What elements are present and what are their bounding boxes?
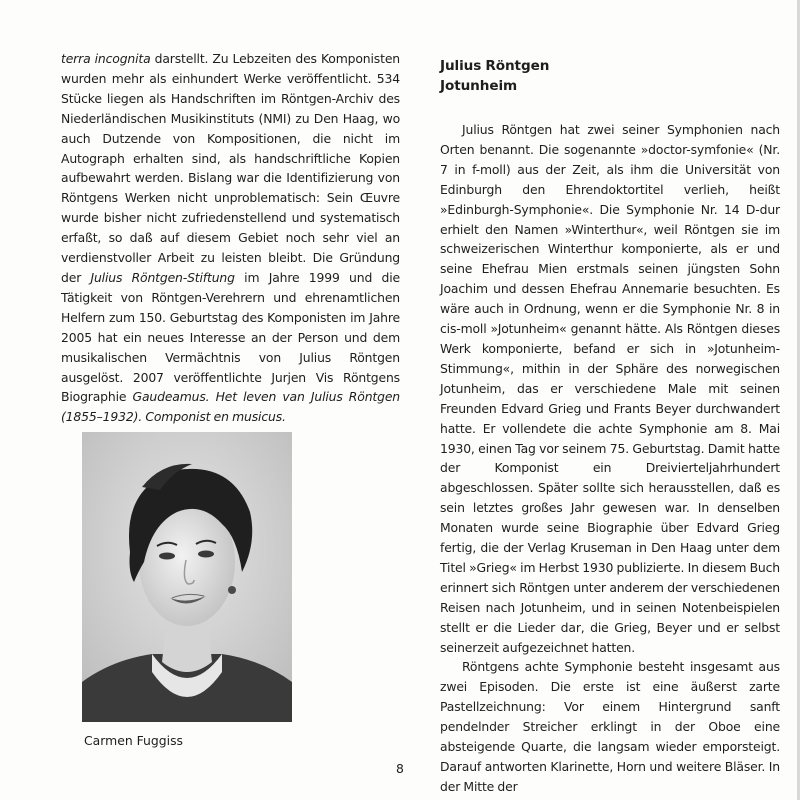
page-number: 8 (396, 761, 404, 776)
right-paragraph-1: Julius Röntgen hat zwei seiner Symphonien nach Orten benannt. Die sogenannte »doctor-symfonie« (Nr. 7 in f-moll) aus der Zeit, als ihm die Universität von Edinburgh den Ehrendoktortitel verlieh, heißt »Edinburgh-Symphonie«. Die Symphonie Nr. 14 D-dur erhielt den Namen »Winterthur«, weil Röntgen sie im schweizerischen Winterthur komponierte, als er und seine Ehefrau Mien erstmals seinen jüngsten Sohn Joachim und dessen Ehefrau Annemarie besuchten. Es wäre auch in Ordnung, wenn er die Symphonie Nr. 8 in cis-moll »Jotunheim« genannt hätte. Als Röntgen dieses Werk komponierte, befand er sich in »Jotunheim-Stimmung«, mithin in der Sphäre des norwegischen Jotunheim, das er verschiedene Male mit seinen Freunden Edvard Grieg und Frants Beyer durchwandert hatte. Er vollendete die achte Symphonie am 8. Mai 1930, einen Tag vor seinem 75. Geburtstag. Damit hatte der Komponist ein Dreivierteljahrhundert abgeschlossen. Später sollte sich herausstellen, daß es sein letztes großes Jahr gewesen war. In denselben Monaten wurde seine Biographie über Edvard Grieg fertig, die der Verlag Kruseman in Den Haag unter dem Titel »Grieg« im Herbst 1930 publizierte. In diesem Buch erinnert sich Röntgen unter anderem der verschiedenen Reisen nach Jotunheim, und in seinen Notenbeispielen stellt er die Lieder dar, die Grieg, Beyer und er selbst seinerzeit aufgezeichnet hatten. (440, 122, 780, 655)
left-text-column (61, 49, 400, 427)
heading-title: Jotunheim (440, 78, 518, 94)
text-run-italic: Gaudeamus. Het leven van Julius Röntgen (1855–1932). Componist en musicus. (61, 389, 400, 425)
right-text-column (440, 56, 780, 797)
photo-caption: Carmen Fuggiss (84, 733, 183, 748)
text-run-italic: terra incognita (61, 51, 151, 66)
portrait-photo (82, 432, 292, 722)
right-paragraph-2: Röntgens achte Symphonie besteht insgesamt aus zwei Episoden. Die erste ist eine äußerst zarte Pastellzeichnung: Vor einem Hintergrund sanft pendelnder Streicher erklingt in der Oboe eine absteigende Quarte, die langsam wieder emporsteigt. Darauf antworten Klarinette, Horn und weitere Bläser. In der Mitte der (440, 659, 780, 794)
heading-composer: Julius Röntgen (440, 58, 550, 74)
text-run-italic: Julius Röntgen-Stiftung (90, 269, 235, 285)
left-paragraph (61, 49, 400, 427)
text-run: im Jahre 1999 und die Tätigkeit von Röntgen-Verehrern und ehrenamtlichen Helfern zum 150. Geburtstag des Komponisten im Jahre 2005 hat ein neues Interesse an der Person und dem musikalischen Vermächtnis von Julius Röntgen ausgelöst. 2007 veröffentlichte Jurjen Vis Röntgens Biographie (61, 269, 400, 405)
text-run: darstellt. Zu Lebzeiten des Komponisten wurden mehr als einhundert Werke veröffentlicht. 534 Stücke liegen als Handschriften im Röntgen-Archiv des Niederländischen Musikinstituts (NMI) zu Den Haag, wo auch Dutzende von Kompositionen, die nicht im Autograph erhalten sind, als handschriftliche Kopien aufbewahrt werden. Bislang war die Identifizierung von Röntgens Werken nicht unproblematisch: Sein Œuvre wurde bisher nicht zufriedenstellend und systematisch erfaßt, so daß auf diesem Gebiet noch sehr viel an verdienstvoller Arbeit zu leisten bleibt. Die Gründung der (61, 51, 400, 285)
section-heading (440, 56, 780, 96)
